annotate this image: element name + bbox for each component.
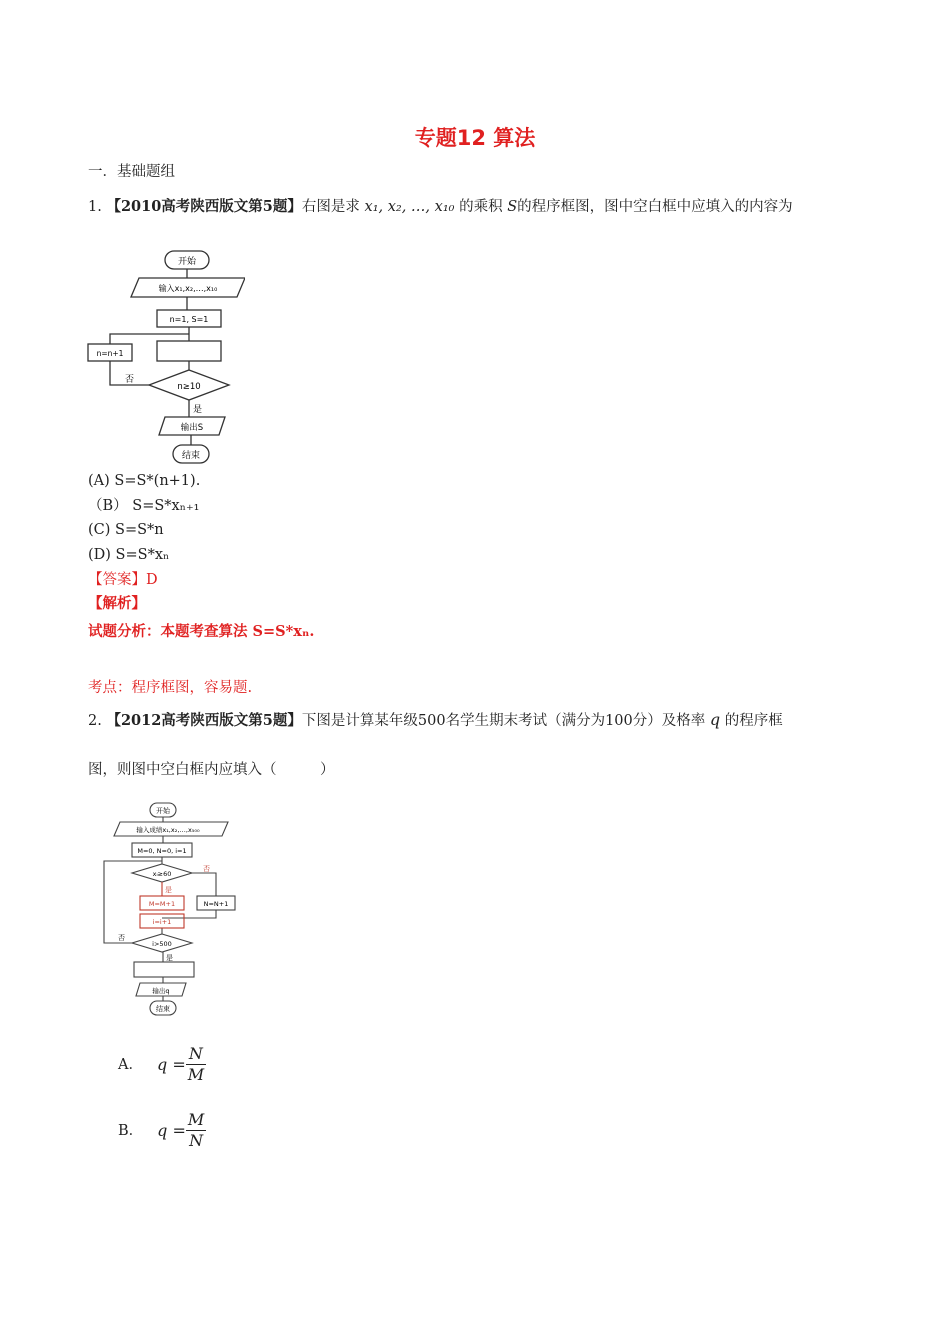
flowchart-2	[100, 800, 245, 1018]
analysis-label: 【解析】	[88, 595, 146, 612]
option-a: (A) S=S*(n+1).	[88, 473, 201, 489]
fc1-output-label: 输出S	[180, 423, 204, 433]
fc1-input-label: 输入x₁,x₂,…,x₁₀	[158, 284, 218, 293]
option-2b-label: B．	[118, 1122, 144, 1139]
fc1-update-label: n=n+1	[96, 349, 124, 358]
fc2-no2-label: 否	[118, 934, 125, 942]
question-1-text-c: 的程序框图，图中空白框中应填入的内容为	[517, 199, 793, 215]
option-2a	[118, 1044, 206, 1085]
question-1-stem	[88, 197, 793, 217]
flowchart-1	[85, 245, 245, 467]
fc1-blank-node	[157, 341, 221, 361]
fc2-no1-label: 否	[203, 865, 210, 873]
fc2-cond2-label: i>500	[152, 940, 172, 948]
option-2a-denominator: M	[187, 1065, 205, 1084]
question-1-text-b: 的乘积	[459, 199, 503, 215]
question-2-number: 2.	[88, 713, 102, 729]
option-b: （B） S=S*xₙ₊₁	[88, 498, 200, 514]
section-heading: 一．基础题组	[88, 164, 175, 180]
option-2b-lhs: q =	[157, 1120, 186, 1140]
answer: 【答案】D	[88, 572, 158, 588]
question-2-text-a: 下图是计算某年级500名学生期末考试（满分为100分）及格率	[301, 713, 706, 729]
fc2-blank-node	[134, 962, 194, 977]
question-1-text-a: 右图是求	[301, 199, 360, 215]
question-2-text-b: 的程序框	[724, 713, 783, 729]
fc2-input-label: 输入成绩x₁,x₂,…,x₅₀₀	[136, 826, 200, 834]
fc2-yes2-label: 是	[166, 954, 173, 962]
analysis-text: 试题分析：本题考查算法 S=S*xₙ.	[88, 623, 315, 640]
fc2-start-label: 开始	[156, 807, 170, 815]
fc1-cond-label: n≥10	[177, 382, 201, 392]
fc2-output-label: 输出q	[152, 987, 170, 995]
question-1-var-s: S	[507, 199, 518, 215]
fc2-n-update-label: N=N+1	[203, 900, 229, 908]
page-title: 专题12 算法	[414, 126, 536, 150]
fc1-init-label: n=1, S=1	[169, 315, 209, 324]
question-2-line2: 图，则图中空白框内应填入（ ）	[88, 762, 335, 778]
fc2-yes1-label: 是	[165, 886, 172, 894]
fc1-end-label: 结束	[181, 451, 201, 461]
option-c: (C) S=S*n	[88, 522, 164, 538]
question-2-stem	[88, 710, 783, 731]
question-1-source: 【2010高考陕西版文第5题】	[106, 198, 302, 215]
fc2-i-update-label: i=i+1	[152, 918, 172, 926]
option-2a-numerator: N	[186, 1044, 206, 1065]
fc1-yes-label: 是	[193, 405, 203, 415]
fc1-no-label: 否	[125, 375, 135, 385]
question-2-var-q: q	[709, 710, 721, 729]
fc2-m-update-label: M=M+1	[148, 900, 176, 908]
option-2b	[118, 1110, 206, 1151]
option-2a-lhs: q =	[156, 1054, 186, 1074]
fc2-cond1-label: xᵢ≥60	[152, 870, 172, 878]
question-2-source: 【2012高考陕西版文第5题】	[106, 712, 302, 729]
fc1-start-label: 开始	[177, 257, 197, 267]
option-2b-denominator: N	[189, 1131, 204, 1150]
option-2a-fraction	[186, 1044, 206, 1085]
question-1-number: 1.	[88, 199, 102, 215]
option-d: (D) S=S*xₙ	[88, 547, 170, 563]
fc2-end-label: 结束	[156, 1005, 170, 1013]
knowledge-point: 考点：程序框图，容易题.	[88, 680, 253, 696]
question-1-vars: x₁, x₂, …, x₁₀	[364, 199, 455, 215]
option-2a-label: A．	[118, 1056, 143, 1073]
option-2b-fraction	[186, 1110, 206, 1151]
option-2b-numerator: M	[187, 1110, 205, 1129]
fc2-init-label: M=0, N=0, i=1	[137, 847, 187, 855]
